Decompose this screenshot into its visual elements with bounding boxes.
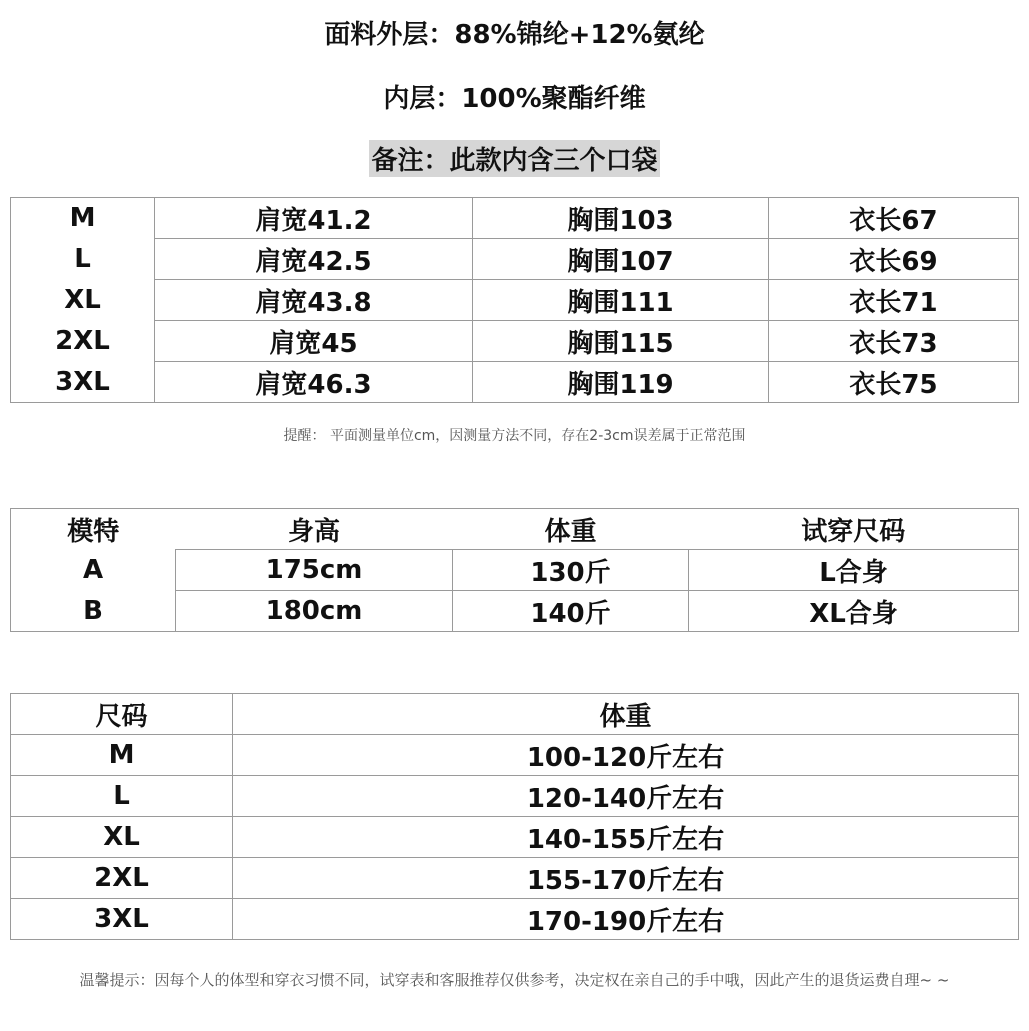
- table-row: [11, 776, 1019, 817]
- weight-size-table: [10, 693, 1019, 940]
- fabric-inner-heading: 内层：100%聚酯纤维: [383, 84, 646, 114]
- size-measurement-table: [10, 197, 1019, 403]
- remark-highlight: 备注：此款内含三个口袋: [369, 140, 659, 177]
- table-row: [11, 239, 1019, 280]
- shoulder-cell: 肩宽43.8: [155, 280, 473, 321]
- table-header-row: [11, 509, 1019, 550]
- length-cell: 衣长69: [769, 239, 1019, 280]
- weight-range-cell: 120-140斤左右: [233, 776, 1019, 817]
- header-model: 模特: [67, 516, 120, 547]
- height-cell: 180cm: [176, 591, 453, 632]
- table-row: [11, 198, 1019, 239]
- size-cell: M: [11, 198, 155, 239]
- weight-range-cell: 155-170斤左右: [233, 858, 1019, 899]
- table-row: [11, 899, 1019, 940]
- chest-cell: 胸围107: [473, 239, 769, 280]
- fit-cell: XL合身: [689, 591, 1019, 632]
- size-cell: XL: [11, 280, 155, 321]
- table-row: [11, 550, 1019, 591]
- chest-cell: 胸围119: [473, 362, 769, 403]
- header-weight: 体重: [233, 694, 1019, 735]
- length-cell: 衣长75: [769, 362, 1019, 403]
- table-row: [11, 591, 1019, 632]
- table-row: [11, 858, 1019, 899]
- size-cell: 2XL: [11, 858, 233, 899]
- chest-cell: 胸围115: [473, 321, 769, 362]
- table-row: [11, 735, 1019, 776]
- table-header-row: [11, 694, 1019, 735]
- header-weight: 体重: [544, 516, 597, 547]
- chest-cell: 胸围111: [473, 280, 769, 321]
- chest-cell: 胸围103: [473, 198, 769, 239]
- shoulder-cell: 肩宽41.2: [155, 198, 473, 239]
- table-row: [11, 817, 1019, 858]
- header-height: 身高: [287, 516, 340, 547]
- fabric-outer-heading: 面料外层：88%锦纶+12%氨纶: [324, 20, 705, 50]
- size-cell: L: [11, 776, 233, 817]
- weight-range-cell: 170-190斤左右: [233, 899, 1019, 940]
- fit-cell: L合身: [689, 550, 1019, 591]
- length-cell: 衣长67: [769, 198, 1019, 239]
- model-cell: A: [82, 555, 104, 585]
- size-cell: XL: [11, 817, 233, 858]
- weight-cell: 130斤: [453, 550, 689, 591]
- shoulder-cell: 肩宽42.5: [155, 239, 473, 280]
- measurement-note: 提醒： 平面测量单位cm，因测量方法不同，存在2-3cm误差属于正常范围: [283, 428, 746, 444]
- size-cell: L: [11, 239, 155, 280]
- table-row: [11, 321, 1019, 362]
- length-cell: 衣长73: [769, 321, 1019, 362]
- header-size: 尺码: [11, 694, 233, 735]
- size-cell: 2XL: [11, 321, 155, 362]
- weight-range-cell: 100-120斤左右: [233, 735, 1019, 776]
- shoulder-cell: 肩宽45: [155, 321, 473, 362]
- shoulder-cell: 肩宽46.3: [155, 362, 473, 403]
- weight-range-cell: 140-155斤左右: [233, 817, 1019, 858]
- model-cell: B: [83, 595, 103, 626]
- height-cell: 175cm: [176, 550, 453, 591]
- size-cell: M: [11, 735, 233, 776]
- table-row: [11, 362, 1019, 403]
- table-row: [11, 280, 1019, 321]
- length-cell: 衣长71: [769, 280, 1019, 321]
- remark-heading: [0, 140, 1029, 177]
- size-cell: 3XL: [11, 899, 233, 940]
- weight-cell: 140斤: [453, 591, 689, 632]
- size-cell: 3XL: [11, 362, 155, 403]
- model-fit-table: [10, 508, 1019, 632]
- header-fit-size: 试穿尺码: [801, 516, 906, 547]
- footer-tip: 温馨提示：因每个人的体型和穿衣习惯不同，试穿表和客服推荐仅供参考，决定权在亲自己的手中哦，因此产生的退货运费自理~ ~: [79, 971, 950, 989]
